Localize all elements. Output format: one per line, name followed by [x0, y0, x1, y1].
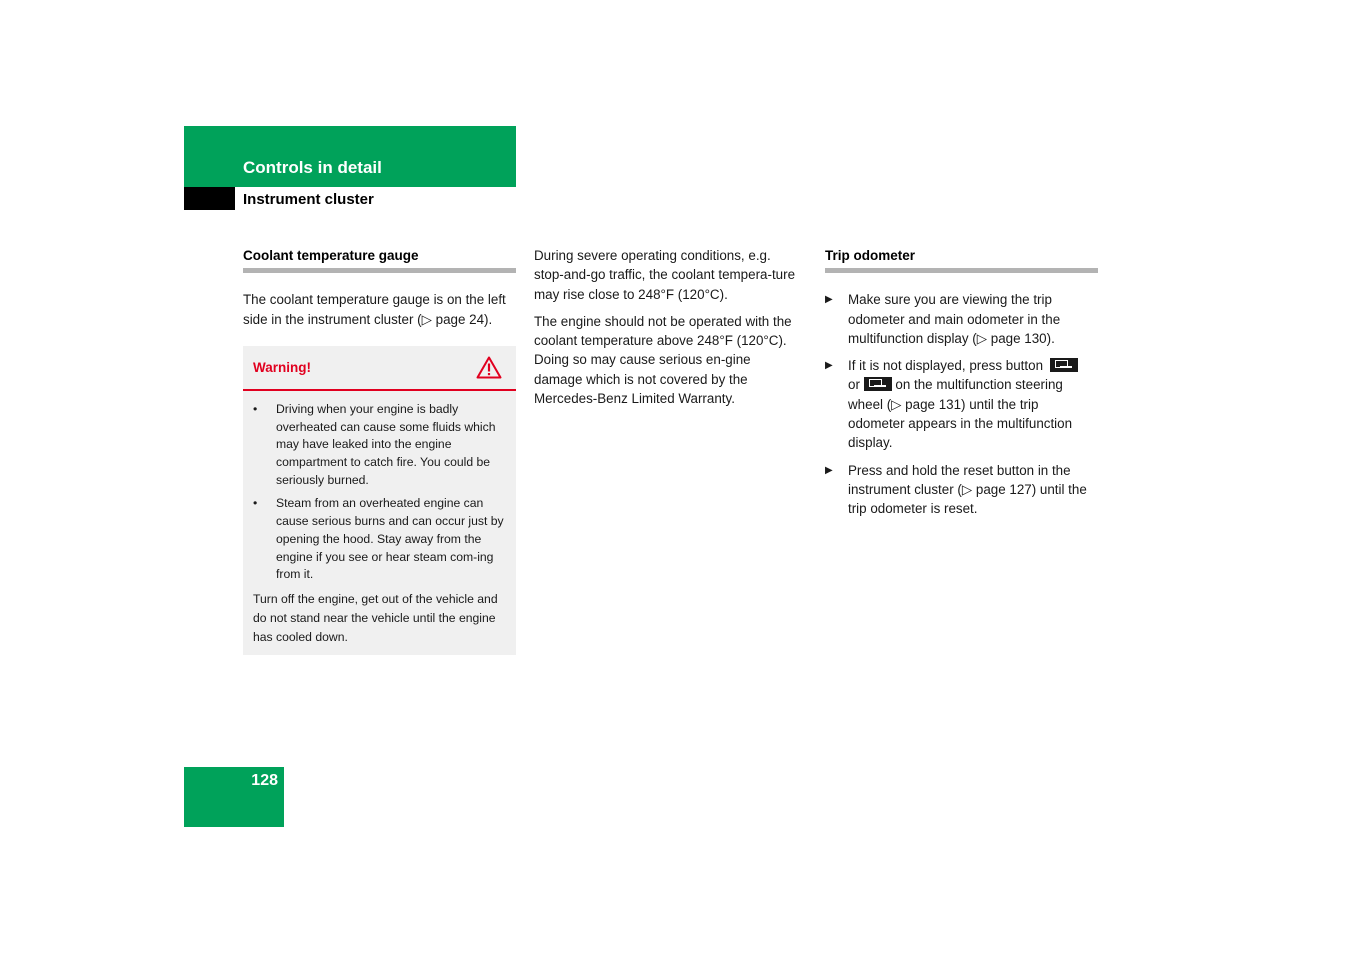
warning-box — [243, 346, 516, 655]
coolant-intro: The coolant temperature gauge is on the left side in the instrument cluster (▷ page 24). — [243, 292, 506, 327]
instruction-step — [825, 461, 1098, 519]
warning-body — [243, 391, 516, 647]
warning-closing: Turn off the engine, get out of the vehicle and do not stand near the vehicle until the engine has cooled down. — [253, 591, 498, 644]
column-trip-odometer — [825, 246, 1098, 527]
column-coolant-continued — [534, 246, 800, 416]
step-text: on the multifunction steering wheel (▷ page 131) until the trip odometer appears in the multifunction display. — [848, 377, 1073, 451]
step-arrow-icon: ▶ — [825, 294, 833, 306]
step-text: If it is not displayed, press button — [848, 358, 1044, 374]
page-number: 128 — [251, 772, 278, 789]
step-text: Press and hold the reset button in the instrument cluster (▷ page 127) until the trip odometer is reset. — [848, 462, 1087, 517]
coolant-heading: Coolant temperature gauge — [243, 246, 516, 273]
instruction-step — [825, 356, 1098, 452]
paragraph: The engine should not be operated with the coolant temperature above 248°F (120°C). Doing so may cause serious en-gine damage which is not covered by the Mercedes-Benz Limited Warranty. — [534, 313, 792, 407]
page-number-tab — [184, 767, 284, 827]
warning-item-text: Steam from an overheated engine can cause serious burns and can occur just by opening the hood. Stay away from the engine if you see or hear steam com-ing from it. — [276, 496, 504, 582]
chapter-title: Controls in detail — [243, 158, 382, 177]
step-arrow-icon: ▶ — [825, 464, 833, 476]
warning-label: Warning! — [253, 359, 311, 375]
instruction-step — [825, 290, 1098, 348]
step-text: Make sure you are viewing the trip odometer and main odometer in the multifunction display (▷ page 130). — [848, 292, 1061, 346]
warning-item — [253, 401, 508, 490]
bullet-icon: • — [253, 496, 258, 511]
instruction-list — [825, 290, 1098, 518]
display-button-icon — [864, 377, 892, 391]
warning-header — [243, 346, 516, 391]
warning-triangle-icon — [476, 356, 502, 379]
section-marker — [184, 187, 235, 210]
step-text: or — [848, 377, 860, 393]
section-title: Instrument cluster — [243, 191, 374, 208]
warning-item-text: Driving when your engine is badly overheated can cause some fluids which may have leaked into the engine compartment to catch fire. You could be seriously burned. — [276, 401, 496, 487]
display-button-icon — [1050, 358, 1078, 372]
paragraph: During severe operating conditions, e.g. stop-and-go traffic, the coolant tempera-ture may rise close to 248°F (120°C). — [534, 248, 796, 302]
step-arrow-icon: ▶ — [825, 360, 833, 372]
trip-heading: Trip odometer — [825, 246, 1098, 273]
warning-item — [253, 495, 508, 584]
warning-list — [253, 401, 508, 584]
bullet-icon: • — [253, 401, 258, 416]
column-coolant — [243, 246, 516, 655]
